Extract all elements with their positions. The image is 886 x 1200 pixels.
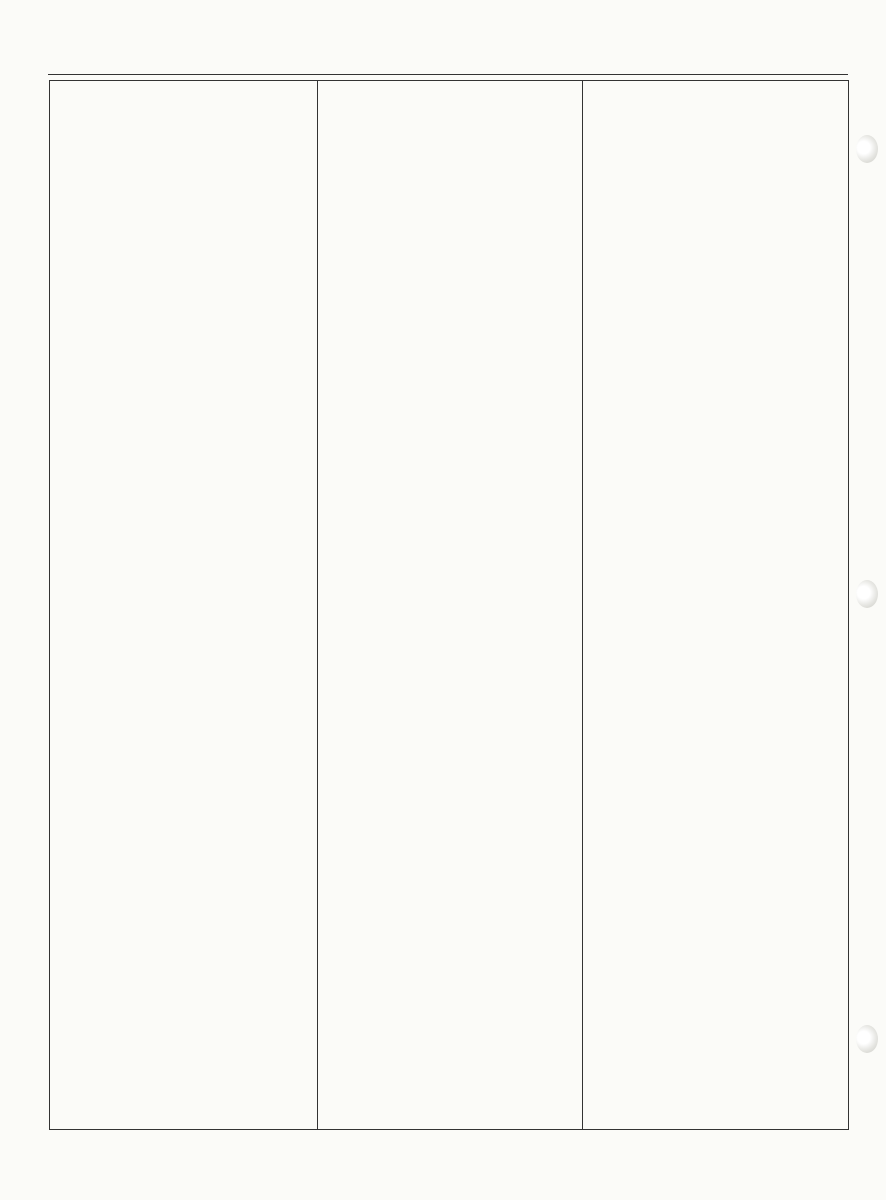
binder-hole — [856, 135, 878, 163]
binder-hole — [856, 1025, 878, 1053]
column-divider — [582, 80, 583, 1130]
header-rule — [48, 74, 848, 75]
content-frame — [49, 80, 849, 1130]
column-divider — [317, 80, 318, 1130]
binder-hole — [856, 580, 878, 608]
